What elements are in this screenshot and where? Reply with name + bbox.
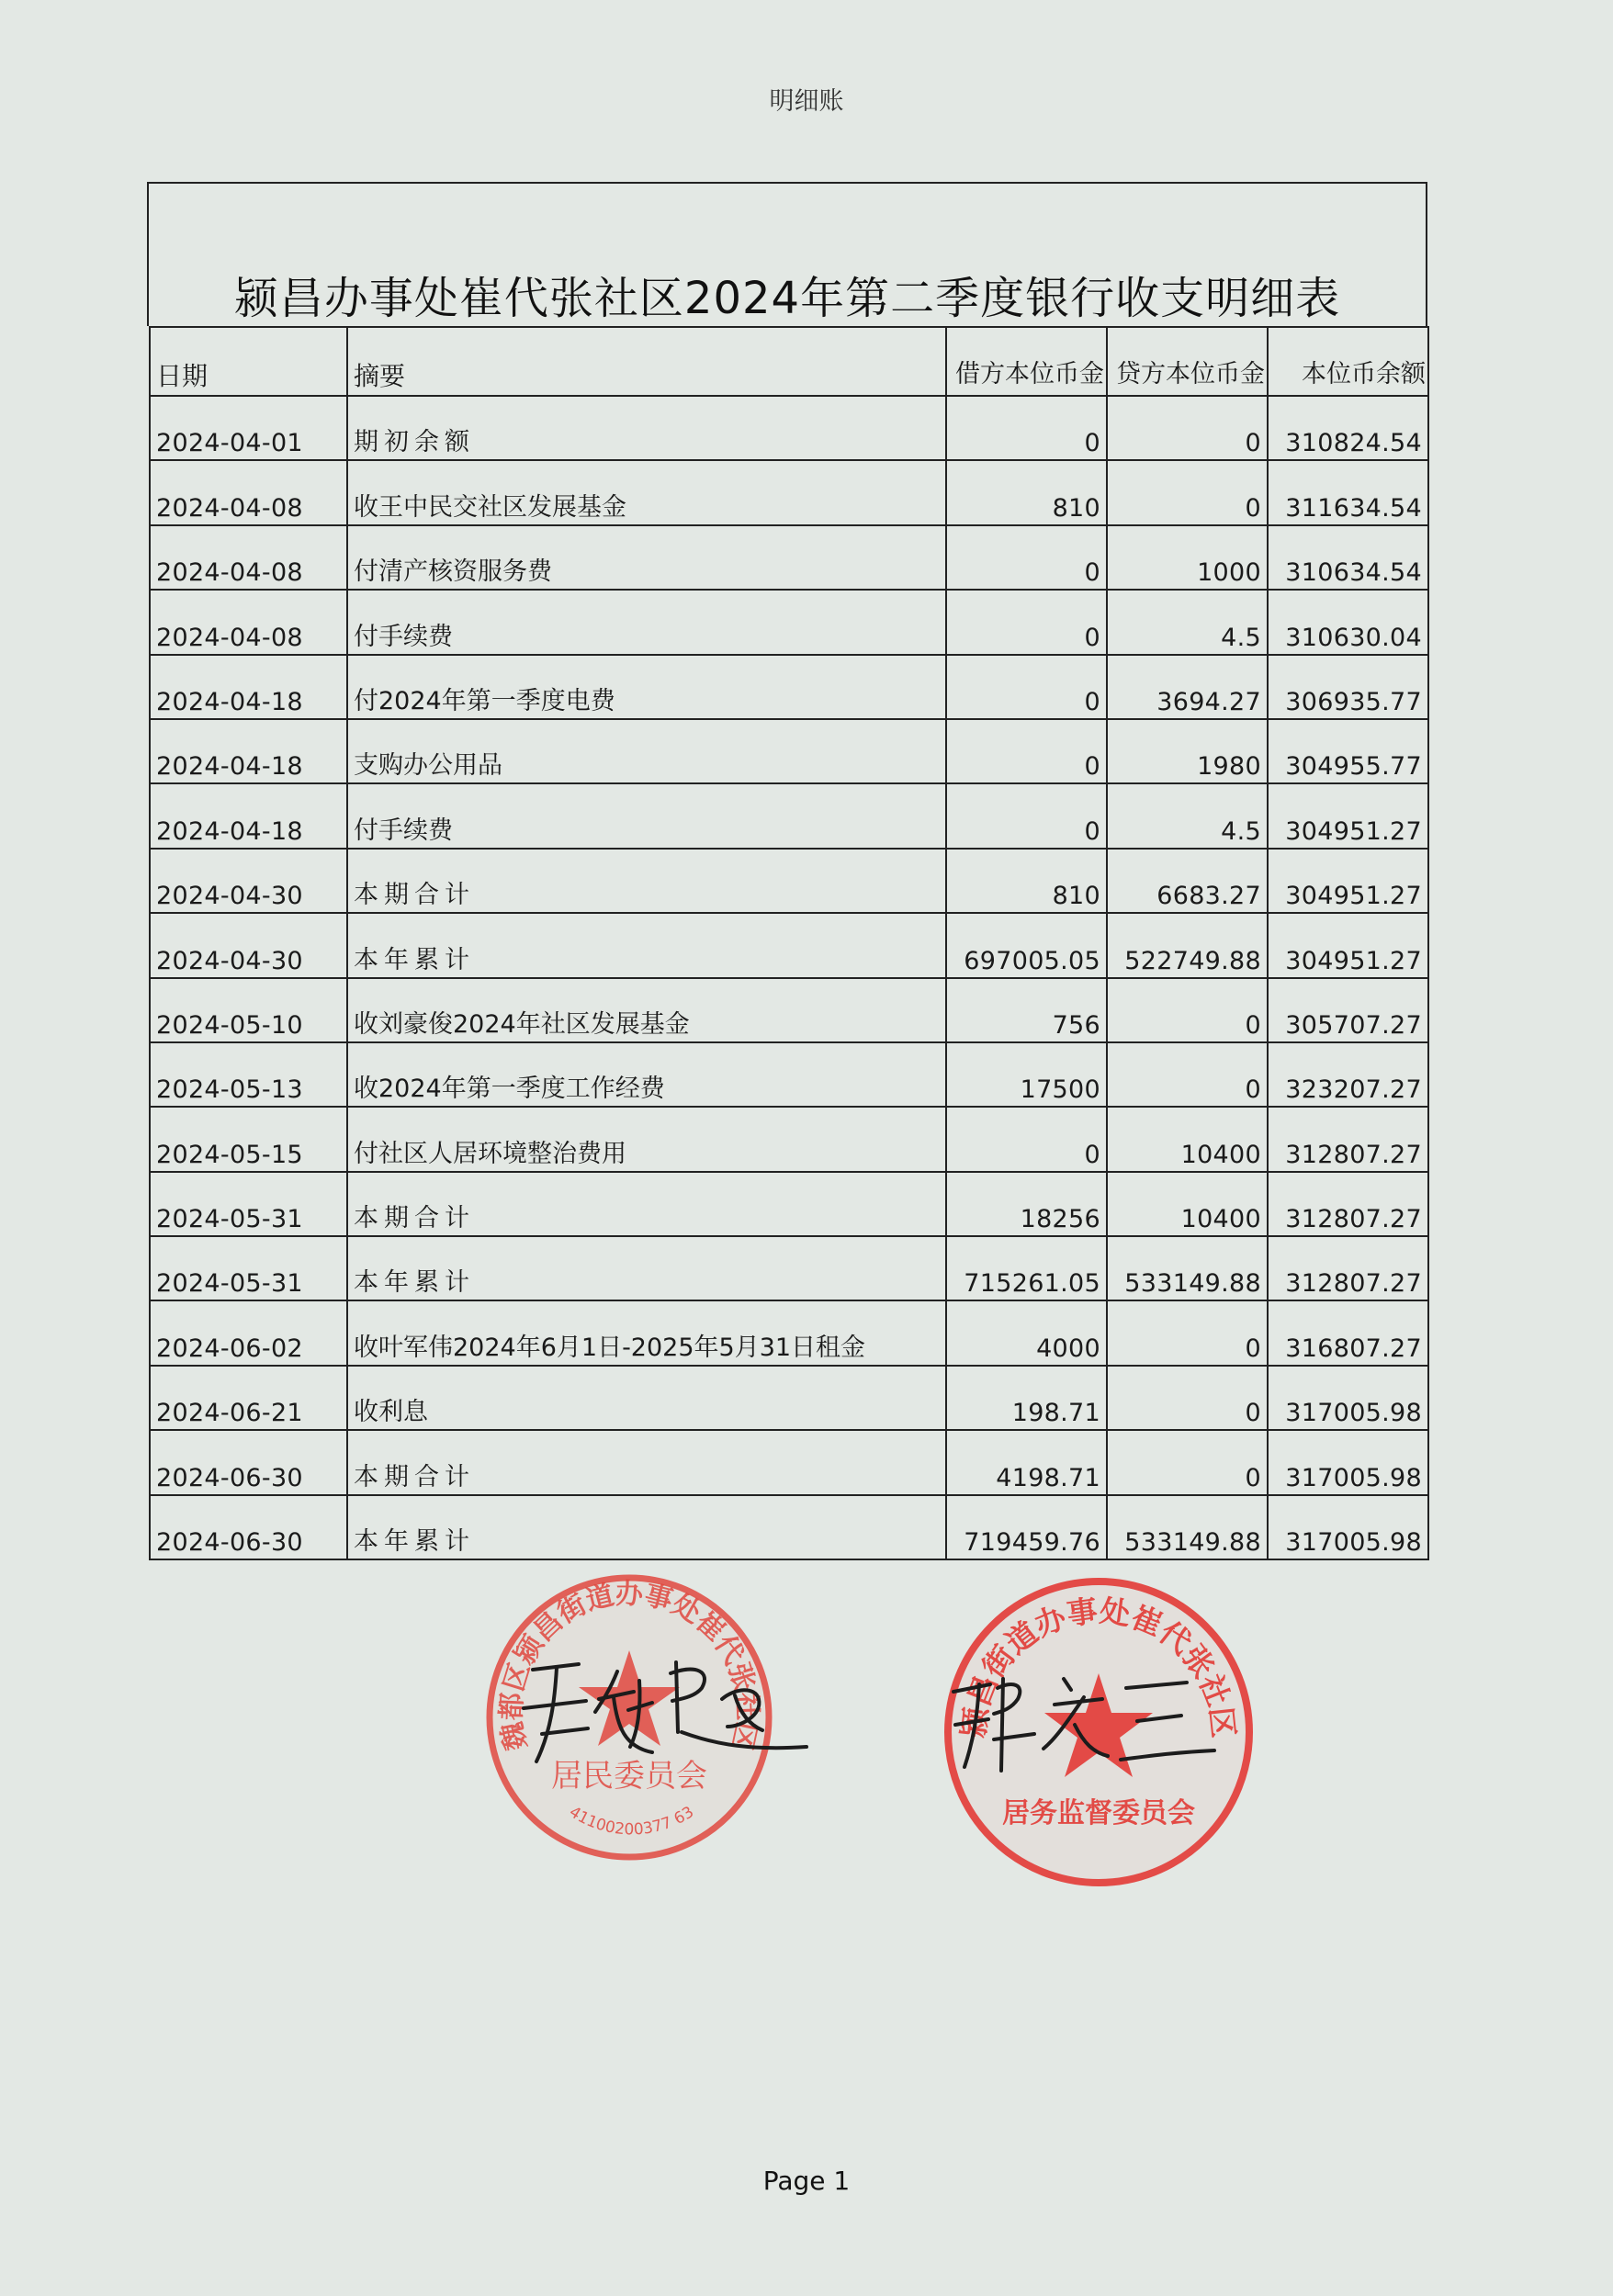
ledger-row — [150, 460, 1428, 524]
ledger-row — [150, 1107, 1428, 1171]
ledger-cell-balance: 310824.54 — [1268, 396, 1428, 460]
ledger-cell-debit: 198.71 — [946, 1366, 1107, 1430]
ledger-cell-credit: 0 — [1107, 1366, 1268, 1430]
page-header: 明细账 — [769, 87, 844, 116]
ledger-cell-credit: 0 — [1107, 1430, 1268, 1494]
ledger-cell-summary: 本年累计 — [347, 1236, 946, 1300]
ledger-cell-debit: 719459.76 — [946, 1495, 1107, 1559]
ledger-cell-date: 2024-06-21 — [150, 1366, 347, 1430]
ledger-cell-credit: 10400 — [1107, 1172, 1268, 1236]
ledger-cell-balance: 310630.04 — [1268, 590, 1428, 654]
ledger-cell-date: 2024-04-01 — [150, 396, 347, 460]
ledger-cell-summary: 本期合计 — [347, 1430, 946, 1494]
ledger-cell-debit: 0 — [946, 783, 1107, 848]
ledger-cell-date: 2024-05-31 — [150, 1236, 347, 1300]
ledger-cell-balance: 304951.27 — [1268, 783, 1428, 848]
ledger-cell-credit: 0 — [1107, 978, 1268, 1042]
ledger-cell-date: 2024-04-30 — [150, 913, 347, 977]
ledger-cell-debit: 756 — [946, 978, 1107, 1042]
ledger-cell-debit: 810 — [946, 460, 1107, 524]
ledger-row — [150, 719, 1428, 783]
ledger-cell-credit: 0 — [1107, 1300, 1268, 1365]
ledger-cell-summary: 收利息 — [347, 1366, 946, 1430]
ledger-cell-debit: 715261.05 — [946, 1236, 1107, 1300]
ledger-cell-credit: 3694.27 — [1107, 655, 1268, 719]
ledger-row — [150, 1430, 1428, 1494]
ledger-cell-credit: 6683.27 — [1107, 849, 1268, 913]
column-header-credit: 贷方本位币金 — [1107, 327, 1268, 396]
ledger-row — [150, 1042, 1428, 1107]
ledger-cell-debit: 0 — [946, 525, 1107, 590]
ledger-cell-debit: 0 — [946, 655, 1107, 719]
ledger-table — [149, 326, 1429, 1560]
ledger-cell-debit: 0 — [946, 590, 1107, 654]
ledger-cell-credit: 0 — [1107, 396, 1268, 460]
ledger-cell-date: 2024-05-13 — [150, 1042, 347, 1107]
ledger-cell-date: 2024-06-30 — [150, 1430, 347, 1494]
ledger-cell-credit: 1000 — [1107, 525, 1268, 590]
ledger-cell-date: 2024-04-18 — [150, 719, 347, 783]
ledger-cell-date: 2024-04-08 — [150, 525, 347, 590]
ledger-title: 颍昌办事处崔代张社区2024年第二季度银行收支明细表 — [233, 273, 1341, 324]
ledger-cell-date: 2024-04-08 — [150, 590, 347, 654]
ledger-cell-date: 2024-05-15 — [150, 1107, 347, 1171]
ledger-row — [150, 525, 1428, 590]
column-header-summary: 摘要 — [347, 327, 946, 396]
ledger-row — [150, 1300, 1428, 1365]
ledger-row — [150, 590, 1428, 654]
ledger-cell-debit: 4198.71 — [946, 1430, 1107, 1494]
ledger-row — [150, 849, 1428, 913]
ledger-row — [150, 1495, 1428, 1559]
left-seal-arc-text: 魏都区颍昌街道办事处崔代张社区 — [495, 1578, 763, 1753]
ledger-cell-credit: 0 — [1107, 460, 1268, 524]
ledger-cell-debit: 0 — [946, 396, 1107, 460]
ledger-cell-balance: 305707.27 — [1268, 978, 1428, 1042]
ledger-cell-summary: 本期合计 — [347, 849, 946, 913]
ledger-cell-credit: 522749.88 — [1107, 913, 1268, 977]
column-header-debit: 借方本位币金 — [946, 327, 1107, 396]
ledger-cell-date: 2024-06-02 — [150, 1300, 347, 1365]
left-seal-center-text: 居民委员会 — [551, 1758, 707, 1795]
ledger-row — [150, 1366, 1428, 1430]
ledger-cell-debit: 17500 — [946, 1042, 1107, 1107]
ledger-cell-balance: 312807.27 — [1268, 1107, 1428, 1171]
ledger-row — [150, 978, 1428, 1042]
ledger-cell-summary: 本期合计 — [347, 1172, 946, 1236]
ledger-cell-balance: 306935.77 — [1268, 655, 1428, 719]
ledger-cell-date: 2024-05-31 — [150, 1172, 347, 1236]
ledger-cell-credit: 533149.88 — [1107, 1495, 1268, 1559]
right-handwritten-signature — [946, 1660, 1222, 1780]
ledger-cell-balance: 317005.98 — [1268, 1366, 1428, 1430]
ledger-cell-balance: 311634.54 — [1268, 460, 1428, 524]
ledger-header-row — [150, 327, 1428, 396]
ledger-row — [150, 913, 1428, 977]
ledger-cell-date: 2024-04-18 — [150, 783, 347, 848]
ledger-cell-balance: 317005.98 — [1268, 1430, 1428, 1494]
ledger-cell-date: 2024-05-10 — [150, 978, 347, 1042]
ledger-body — [150, 396, 1428, 1559]
ledger-row — [150, 1172, 1428, 1236]
ledger-cell-summary: 本年累计 — [347, 1495, 946, 1559]
ledger-cell-summary: 支购办公用品 — [347, 719, 946, 783]
ledger-cell-summary: 付手续费 — [347, 783, 946, 848]
ledger-cell-balance: 316807.27 — [1268, 1300, 1428, 1365]
ledger-cell-credit: 1980 — [1107, 719, 1268, 783]
ledger-cell-balance: 304951.27 — [1268, 849, 1428, 913]
ledger-cell-summary: 本年累计 — [347, 913, 946, 977]
column-header-balance: 本位币余额 — [1268, 327, 1428, 396]
ledger-cell-balance: 312807.27 — [1268, 1172, 1428, 1236]
ledger-cell-date: 2024-04-08 — [150, 460, 347, 524]
ledger-cell-credit: 533149.88 — [1107, 1236, 1268, 1300]
ledger-cell-debit: 0 — [946, 1107, 1107, 1171]
column-header-date: 日期 — [150, 327, 347, 396]
ledger-cell-date: 2024-04-30 — [150, 849, 347, 913]
ledger-cell-summary: 付手续费 — [347, 590, 946, 654]
left-seal-code: 41100200377 63 — [565, 1803, 698, 1840]
ledger-cell-debit: 810 — [946, 849, 1107, 913]
ledger-cell-date: 2024-06-30 — [150, 1495, 347, 1559]
ledger-row — [150, 783, 1428, 848]
ledger-cell-balance: 304955.77 — [1268, 719, 1428, 783]
ledger-cell-balance: 312807.27 — [1268, 1236, 1428, 1300]
ledger-cell-debit: 697005.05 — [946, 913, 1107, 977]
ledger-cell-summary: 收刘豪俊2024年社区发展基金 — [347, 978, 946, 1042]
ledger-cell-credit: 10400 — [1107, 1107, 1268, 1171]
ledger-row — [150, 396, 1428, 460]
ledger-row — [150, 655, 1428, 719]
ledger-cell-summary: 收王中民交社区发展基金 — [347, 460, 946, 524]
right-seal-arc-text: 颍昌街道办事处崔代张社区 — [955, 1592, 1242, 1739]
ledger-cell-summary: 付2024年第一季度电费 — [347, 655, 946, 719]
ledger-cell-date: 2024-04-18 — [150, 655, 347, 719]
ledger-cell-summary: 收叶军伟2024年6月1日-2025年5月31日租金 — [347, 1300, 946, 1365]
ledger-cell-balance: 317005.98 — [1268, 1495, 1428, 1559]
ledger-row — [150, 1236, 1428, 1300]
ledger-cell-debit: 4000 — [946, 1300, 1107, 1365]
ledger-cell-summary: 收2024年第一季度工作经费 — [347, 1042, 946, 1107]
left-handwritten-signature — [514, 1644, 818, 1773]
ledger-cell-summary: 期初余额 — [347, 396, 946, 460]
ledger-cell-balance: 304951.27 — [1268, 913, 1428, 977]
ledger-cell-balance: 323207.27 — [1268, 1042, 1428, 1107]
ledger-cell-credit: 4.5 — [1107, 590, 1268, 654]
ledger-cell-summary: 付清产核资服务费 — [347, 525, 946, 590]
ledger-cell-credit: 0 — [1107, 1042, 1268, 1107]
ledger-cell-credit: 4.5 — [1107, 783, 1268, 848]
ledger-cell-debit: 18256 — [946, 1172, 1107, 1236]
page-number: Page 1 — [762, 2166, 851, 2196]
ledger-cell-balance: 310634.54 — [1268, 525, 1428, 590]
ledger-cell-summary: 付社区人居环境整治费用 — [347, 1107, 946, 1171]
right-seal-center-text: 居务监督委员会 — [1002, 1797, 1195, 1829]
ledger-cell-debit: 0 — [946, 719, 1107, 783]
